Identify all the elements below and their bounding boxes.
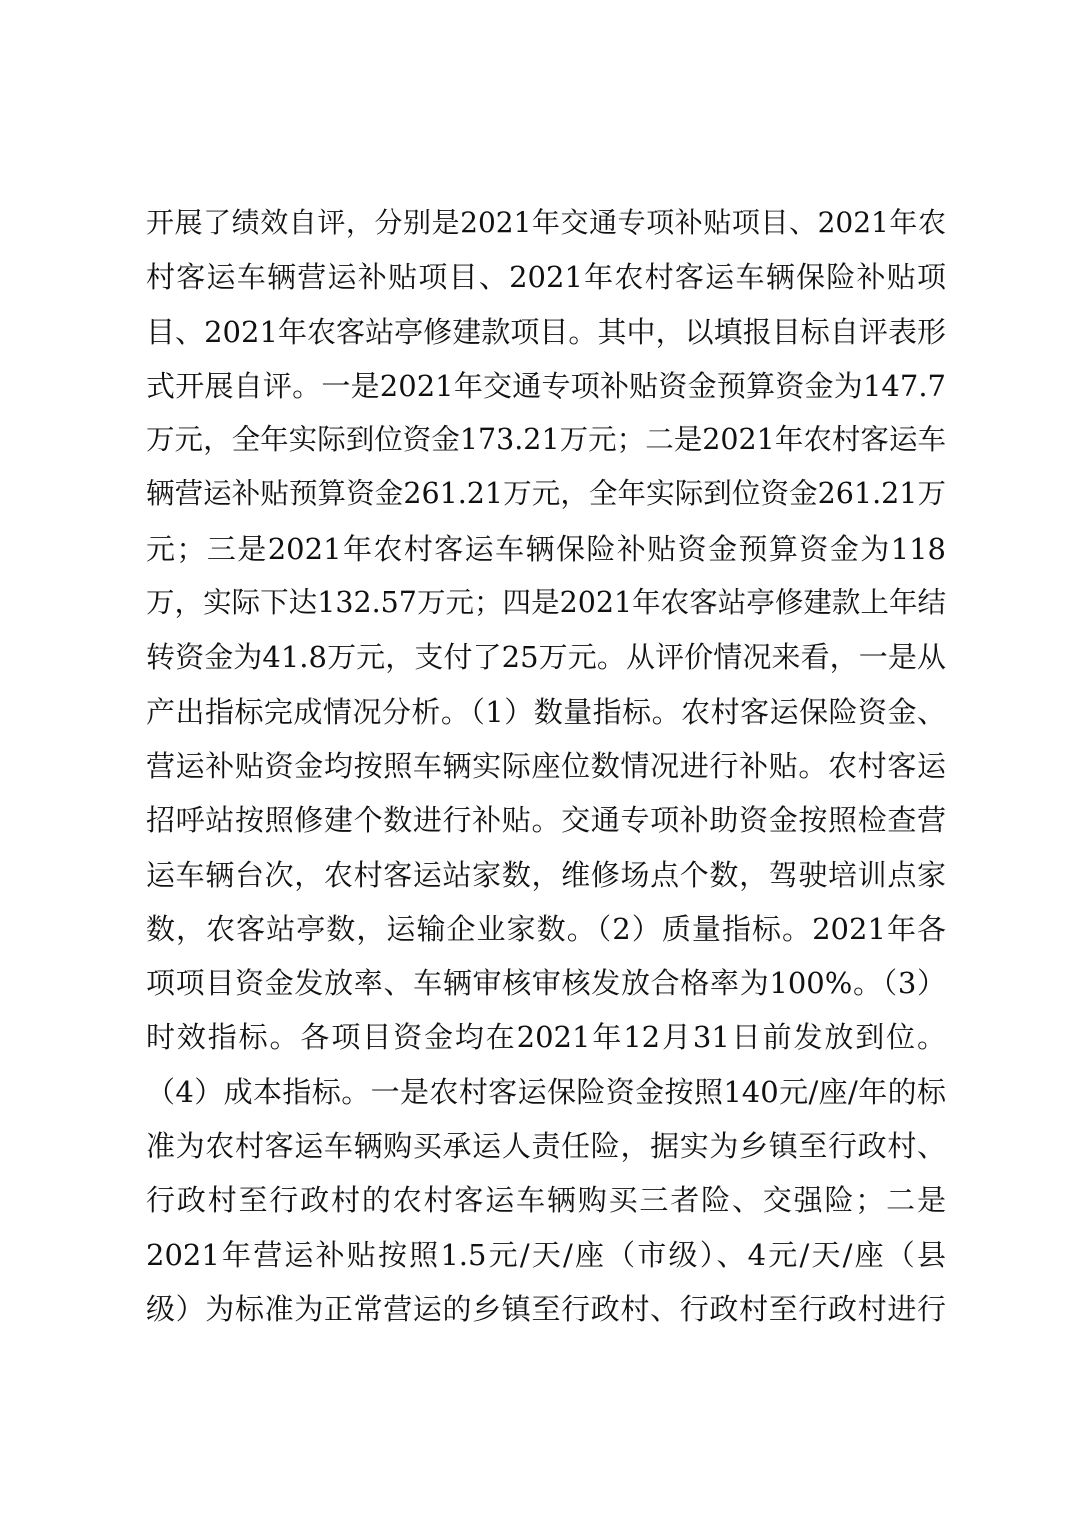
text-line-11: 营运补贴资金均按照车辆实际座位数情况进行补贴。农村客运: [146, 748, 946, 783]
text-line-6: 辆营运补贴预算资金261.21万元，全年实际到位资金261.21万: [146, 477, 946, 511]
body-text: [146, 196, 946, 1336]
text-line-3: 目、2021年农客站亭修建款项目。其中，以填报目标自评表形: [146, 314, 946, 349]
text-line-20: 2021年营运补贴按照1.5元/天/座（市级）、4元/天/座（县: [146, 1237, 946, 1272]
text-line-9: 转资金为41.8万元，支付了25万元。从评价情况来看，一是从: [146, 640, 946, 675]
text-line-18: 准为农村客运车辆购买承运人责任险，据实为乡镇至行政村、: [146, 1129, 946, 1164]
text-line-1: 开展了绩效自评，分别是2021年交通专项补贴项目、2021年农: [146, 206, 946, 239]
text-line-15: 项项目资金发放率、车辆审核审核发放合格率为100%。（3）: [146, 966, 946, 1001]
text-line-4: 式开展自评。一是2021年交通专项补贴资金预算资金为147.7: [146, 368, 946, 403]
text-line-8: 万，实际下达132.57万元；四是2021年农客站亭修建款上年结: [146, 586, 946, 620]
text-line-21: 级）为标准为正常营运的乡镇至行政村、行政村至行政村进行: [146, 1291, 946, 1326]
text-line-7: 元；三是2021年农村客运车辆保险补贴资金预算资金为118: [146, 531, 946, 566]
text-line-10: 产出指标完成情况分析。（1）数量指标。农村客运保险资金、: [146, 694, 946, 729]
text-line-13: 运车辆台次，农村客运站家数，维修场点个数，驾驶培训点家: [146, 857, 946, 892]
text-line-12: 招呼站按照修建个数进行补贴。交通专项补助资金按照检查营: [146, 803, 946, 838]
text-line-16: 时效指标。各项目资金均在2021年12月31日前发放到位。: [146, 1020, 946, 1055]
text-line-17: （4）成本指标。一是农村客运保险资金按照140元/座/年的标: [146, 1074, 946, 1109]
text-line-5: 万元，全年实际到位资金173.21万元；二是2021年农村客运车: [146, 423, 946, 457]
text-line-19: 行政村至行政村的农村客运车辆购买三者险、交强险；二是: [146, 1183, 946, 1218]
text-line-2: 村客运车辆营运补贴项目、2021年农村客运车辆保险补贴项: [146, 260, 946, 295]
text-line-14: 数，农客站亭数，运输企业家数。（2）质量指标。2021年各: [146, 911, 946, 946]
